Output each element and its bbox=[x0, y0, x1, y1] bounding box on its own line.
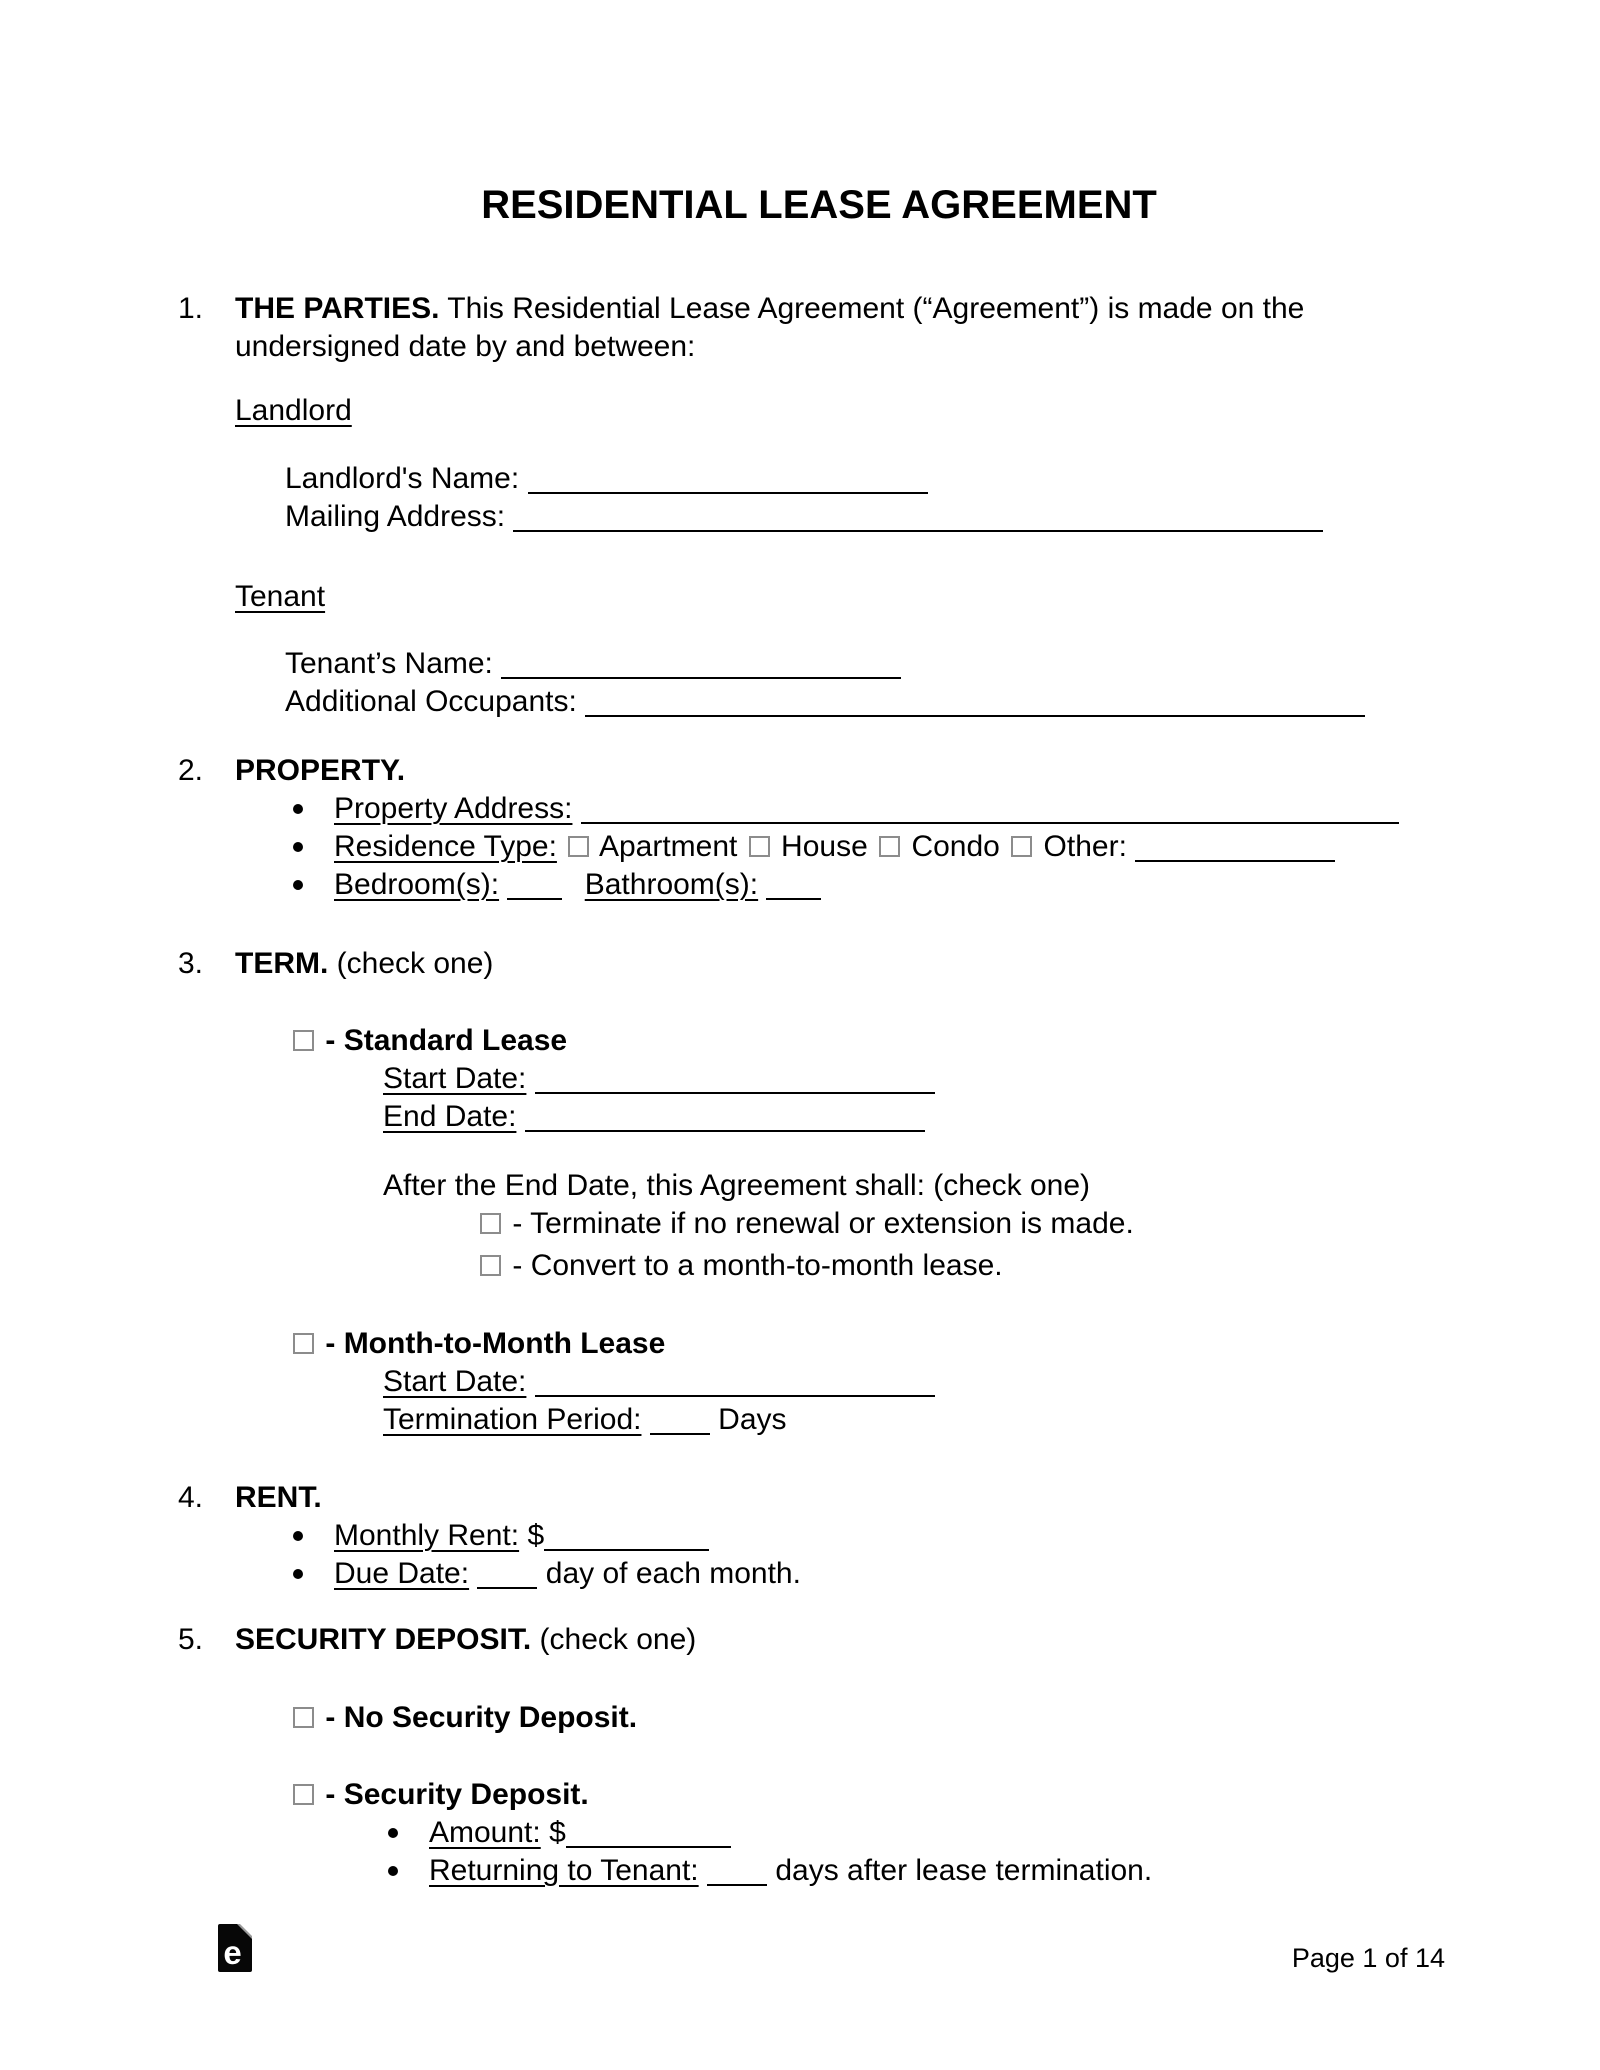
dash: - bbox=[325, 1778, 336, 1811]
month-to-month-label: Month-to-Month Lease bbox=[343, 1327, 666, 1360]
apartment-option-label: Apartment bbox=[598, 830, 738, 863]
checkbox-standard-lease[interactable] bbox=[293, 1030, 314, 1051]
bullet-icon bbox=[285, 1555, 334, 1593]
security-deposit-label: Security Deposit. bbox=[343, 1778, 589, 1811]
due-date-suffix: day of each month. bbox=[545, 1557, 801, 1590]
standard-start-date-label: Start Date: bbox=[383, 1062, 527, 1095]
monthly-rent-item bbox=[285, 1517, 1460, 1555]
standard-start-date-row bbox=[383, 1060, 1460, 1098]
page-number: Page 1 of 14 bbox=[1291, 1943, 1445, 1973]
dash: - bbox=[325, 1024, 336, 1057]
section-property-heading: PROPERTY. bbox=[235, 754, 406, 787]
checkbox-security-deposit[interactable] bbox=[293, 1784, 314, 1805]
monthly-rent-blank[interactable] bbox=[544, 1519, 709, 1551]
checkbox-house[interactable] bbox=[749, 836, 770, 857]
due-date-label: Due Date: bbox=[334, 1557, 470, 1590]
bathrooms-blank[interactable] bbox=[766, 868, 821, 900]
dash: - bbox=[325, 1701, 336, 1734]
landlord-mailing-label: Mailing Address: bbox=[285, 500, 506, 533]
bedrooms-label: Bedroom(s): bbox=[334, 868, 500, 901]
checkbox-month-to-month[interactable] bbox=[293, 1333, 314, 1354]
bullet-icon bbox=[380, 1852, 429, 1890]
checkbox-no-security-deposit[interactable] bbox=[293, 1707, 314, 1728]
section-parties bbox=[178, 290, 1460, 721]
section-term-heading-row bbox=[235, 945, 1460, 983]
dash: - bbox=[512, 1207, 523, 1240]
deposit-amount-blank[interactable] bbox=[566, 1816, 731, 1848]
section-parties-number: 1. bbox=[178, 292, 204, 325]
section-rent-heading: RENT. bbox=[235, 1481, 322, 1514]
section-term bbox=[178, 945, 1460, 1439]
termination-period-row bbox=[383, 1401, 1460, 1439]
due-date-item bbox=[285, 1555, 1460, 1593]
house-option-label: House bbox=[781, 830, 868, 863]
section-security-deposit-note: (check one) bbox=[531, 1623, 697, 1656]
landlord-name-row bbox=[285, 460, 1460, 498]
standard-end-date-row bbox=[383, 1098, 1460, 1136]
checkbox-convert[interactable] bbox=[480, 1255, 501, 1276]
section-property-number: 2. bbox=[178, 754, 204, 787]
deposit-amount-currency: $ bbox=[549, 1816, 566, 1849]
convert-option-label: Convert to a month-to-month lease. bbox=[530, 1249, 1003, 1282]
dash: - bbox=[325, 1327, 336, 1360]
tenant-fields bbox=[285, 645, 1460, 721]
additional-occupants-blank[interactable] bbox=[585, 685, 1365, 717]
after-end-date-text: After the End Date, this Agreement shall: (check one) bbox=[383, 1169, 1091, 1202]
termination-period-label: Termination Period: bbox=[383, 1403, 642, 1436]
additional-occupants-label: Additional Occupants: bbox=[285, 685, 577, 718]
monthly-rent-label: Monthly Rent: bbox=[334, 1519, 520, 1552]
no-security-deposit-row bbox=[290, 1699, 1460, 1737]
property-address-label: Property Address: bbox=[334, 792, 573, 825]
tenant-name-row bbox=[285, 645, 1460, 683]
bathrooms-label: Bathroom(s): bbox=[584, 868, 759, 901]
section-rent bbox=[178, 1479, 1460, 1593]
eforms-logo-letter: e bbox=[223, 1934, 242, 1971]
returning-to-tenant-blank[interactable] bbox=[707, 1854, 767, 1886]
returning-to-tenant-label: Returning to Tenant: bbox=[429, 1854, 699, 1887]
tenant-name-label: Tenant’s Name: bbox=[285, 647, 493, 680]
section-property bbox=[178, 752, 1460, 904]
other-option-label: Other: bbox=[1043, 830, 1127, 863]
landlord-heading: Landlord bbox=[235, 394, 352, 427]
termination-period-unit: Days bbox=[718, 1403, 787, 1436]
property-address-item bbox=[285, 790, 1460, 828]
dash: - bbox=[512, 1249, 523, 1282]
landlord-name-blank[interactable] bbox=[528, 462, 928, 494]
bullet-icon bbox=[380, 1814, 429, 1852]
page-title: RESIDENTIAL LEASE AGREEMENT bbox=[481, 183, 1157, 227]
property-address-blank[interactable] bbox=[581, 792, 1399, 824]
standard-end-date-label: End Date: bbox=[383, 1100, 517, 1133]
section-term-number: 3. bbox=[178, 947, 204, 980]
landlord-mailing-row bbox=[285, 498, 1460, 536]
standard-start-date-blank[interactable] bbox=[535, 1062, 935, 1094]
section-property-heading-row bbox=[235, 752, 1460, 790]
tenant-name-blank[interactable] bbox=[501, 647, 901, 679]
tenant-heading: Tenant bbox=[235, 580, 326, 613]
no-security-deposit-label: No Security Deposit. bbox=[343, 1701, 638, 1734]
standard-end-date-blank[interactable] bbox=[525, 1100, 925, 1132]
standard-lease-label: Standard Lease bbox=[343, 1024, 568, 1057]
residence-type-label: Residence Type: bbox=[334, 830, 557, 863]
section-security-deposit-heading: SECURITY DEPOSIT. bbox=[235, 1623, 532, 1656]
month-to-month-row bbox=[290, 1325, 1460, 1363]
eforms-logo-icon bbox=[218, 1924, 252, 1972]
bullet-icon bbox=[285, 866, 334, 904]
landlord-fields bbox=[285, 460, 1460, 536]
checkbox-apartment[interactable] bbox=[568, 836, 589, 857]
convert-option-row bbox=[477, 1247, 1460, 1285]
checkbox-terminate[interactable] bbox=[480, 1213, 501, 1234]
landlord-mailing-blank[interactable] bbox=[513, 500, 1323, 532]
due-date-blank[interactable] bbox=[477, 1557, 537, 1589]
section-term-heading: TERM. bbox=[235, 947, 329, 980]
landlord-name-label: Landlord's Name: bbox=[285, 462, 520, 495]
section-security-deposit-number: 5. bbox=[178, 1623, 204, 1656]
bullet-icon bbox=[285, 1517, 334, 1555]
section-security-deposit bbox=[178, 1621, 1460, 1890]
security-deposit-row bbox=[290, 1776, 1460, 1814]
section-parties-paragraph bbox=[235, 290, 1460, 366]
section-parties-heading: THE PARTIES. bbox=[235, 292, 440, 325]
bedrooms-blank[interactable] bbox=[507, 868, 562, 900]
checkbox-other[interactable] bbox=[1011, 836, 1032, 857]
terminate-option-label: Terminate if no renewal or extension is made. bbox=[530, 1207, 1134, 1240]
termination-period-blank[interactable] bbox=[650, 1403, 710, 1435]
bedrooms-bathrooms-item bbox=[285, 866, 1460, 904]
section-security-deposit-heading-row bbox=[235, 1621, 1460, 1659]
returning-to-tenant-item bbox=[380, 1852, 1460, 1890]
section-term-note: (check one) bbox=[328, 947, 494, 980]
deposit-amount-label: Amount: bbox=[429, 1816, 541, 1849]
terminate-option-row bbox=[477, 1205, 1460, 1243]
m2m-start-date-label: Start Date: bbox=[383, 1365, 527, 1398]
additional-occupants-row bbox=[285, 683, 1460, 721]
bullet-icon bbox=[285, 828, 334, 866]
m2m-start-date-row bbox=[383, 1363, 1460, 1401]
condo-option-label: Condo bbox=[911, 830, 1000, 863]
standard-lease-row bbox=[290, 1022, 1460, 1060]
residence-type-item bbox=[285, 828, 1460, 866]
m2m-start-date-blank[interactable] bbox=[535, 1365, 935, 1397]
bullet-icon bbox=[285, 790, 334, 828]
section-rent-number: 4. bbox=[178, 1481, 204, 1514]
monthly-rent-currency: $ bbox=[527, 1519, 545, 1552]
returning-to-tenant-suffix: days after lease termination. bbox=[775, 1854, 1153, 1887]
other-residence-blank[interactable] bbox=[1135, 830, 1335, 862]
deposit-amount-item bbox=[380, 1814, 1460, 1852]
section-parties-intro: This Residential Lease Agreement (“Agreement”) is made on the undersigned date by and between: bbox=[235, 292, 1305, 363]
checkbox-condo[interactable] bbox=[879, 836, 900, 857]
section-rent-heading-row bbox=[235, 1479, 1460, 1517]
